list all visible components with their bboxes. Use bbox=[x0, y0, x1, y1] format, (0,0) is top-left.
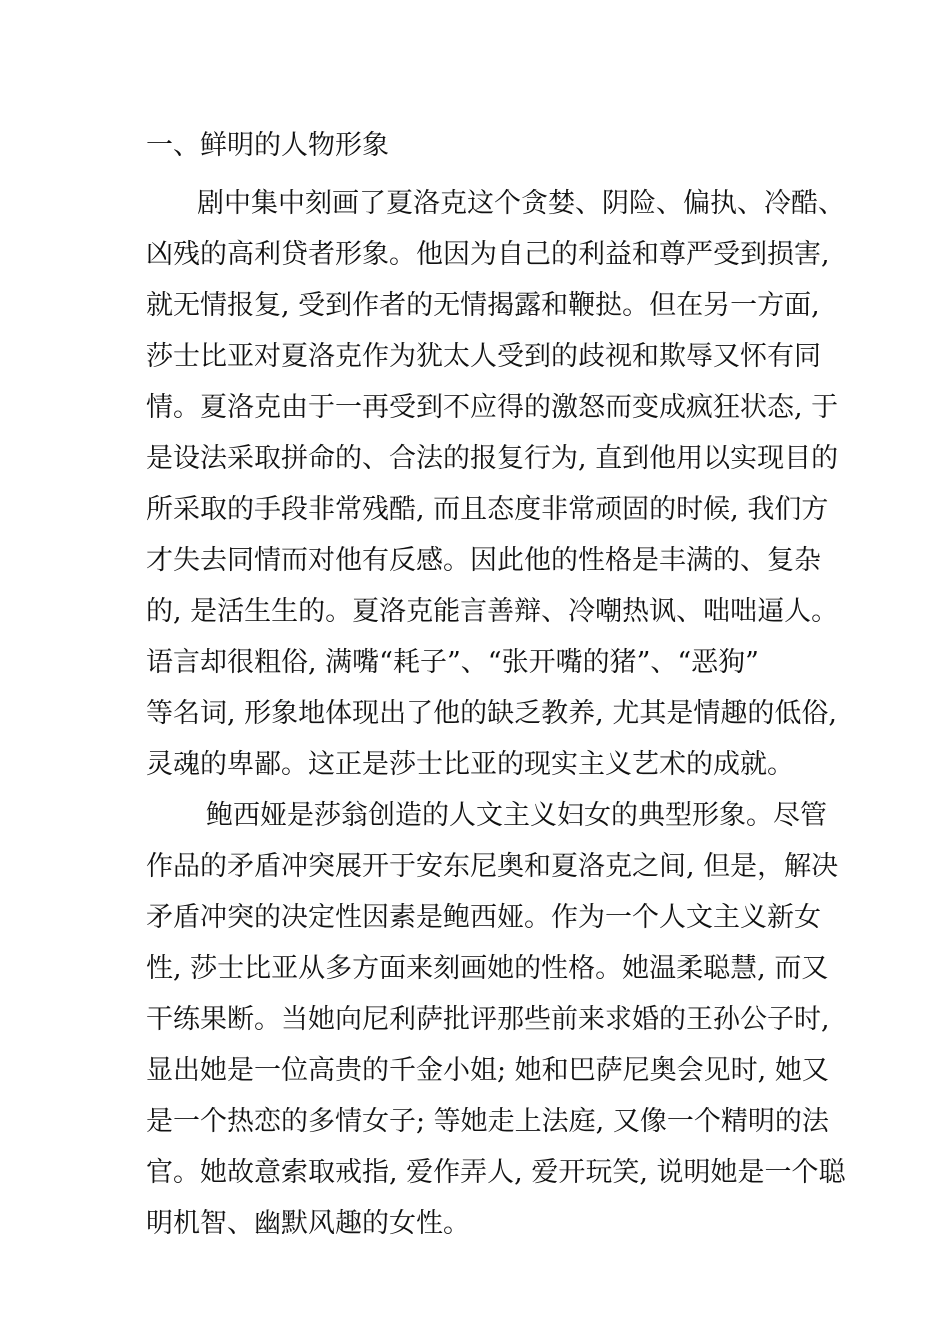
text-line: 官。她故意索取戒指, 爱作弄人, 爱开玩笑, 说明她是一个聪 bbox=[146, 1157, 846, 1188]
text-line: 矛盾冲突的决定性因素是鲍西娅。作为一个人文主义新女 bbox=[146, 902, 821, 933]
text-line: 凶残的高利贷者形象。他因为自己的利益和尊严受到损害, bbox=[146, 239, 830, 270]
text-line: 是设法采取拼命的、合法的报复行为, 直到他用以实现目的 bbox=[146, 443, 839, 474]
text-line: 莎士比亚对夏洛克作为犹太人受到的歧视和欺辱又怀有同 bbox=[146, 341, 821, 372]
document-body bbox=[146, 124, 846, 1249]
text-line: 才失去同情而对他有反感。因此他的性格是丰满的、复杂 bbox=[146, 545, 821, 576]
paragraph-shylock bbox=[146, 178, 846, 790]
text-line: 干练果断。当她向尼利萨批评那些前来求婚的王孙公子时, bbox=[146, 1004, 830, 1035]
text-line: 作品的矛盾冲突展开于安东尼奥和夏洛克之间, 但是，解决 bbox=[146, 851, 839, 882]
paragraph-portia bbox=[146, 790, 846, 1249]
text-line: 性, 莎士比亚从多方面来刻画她的性格。她温柔聪慧, 而又 bbox=[146, 953, 829, 984]
text-line: 是一个热恋的多情女子; 等她走上法庭, 又像一个精明的法 bbox=[146, 1106, 829, 1137]
section-heading: 一、鲜明的人物形象 bbox=[146, 130, 389, 161]
text-line: 明机智、幽默风趣的女性。 bbox=[146, 1208, 470, 1239]
text-line: 鲍西娅是莎翁创造的人文主义妇女的典型形象。尽管 bbox=[206, 800, 827, 831]
text-line: 的, 是活生生的。夏洛克能言善辩、冷嘲热讽、咄咄逼人。 bbox=[146, 596, 839, 627]
text-line: 情。夏洛克由于一再受到不应得的激怒而变成疯狂状态, 于 bbox=[146, 392, 839, 423]
text-line: 就无情报复, 受到作者的无情揭露和鞭挞。但在另一方面, bbox=[146, 290, 820, 321]
text-line: 语言却很粗俗, 满嘴“耗子”、“张开嘴的猪”、“恶狗” bbox=[146, 647, 759, 678]
text-line: 显出她是一位高贵的千金小姐; 她和巴萨尼奥会见时, 她又 bbox=[146, 1055, 829, 1086]
text-line: 剧中集中刻画了夏洛克这个贪婪、阴险、偏执、冷酷、 bbox=[197, 188, 845, 219]
text-line: 所采取的手段非常残酷, 而且态度非常顽固的时候, 我们方 bbox=[146, 494, 829, 525]
text-line: 等名词, 形象地体现出了他的缺乏教养, 尤其是情趣的低俗, bbox=[146, 698, 837, 729]
text-line: 灵魂的卑鄙。这正是莎士比亚的现实主义艺术的成就。 bbox=[146, 749, 794, 780]
